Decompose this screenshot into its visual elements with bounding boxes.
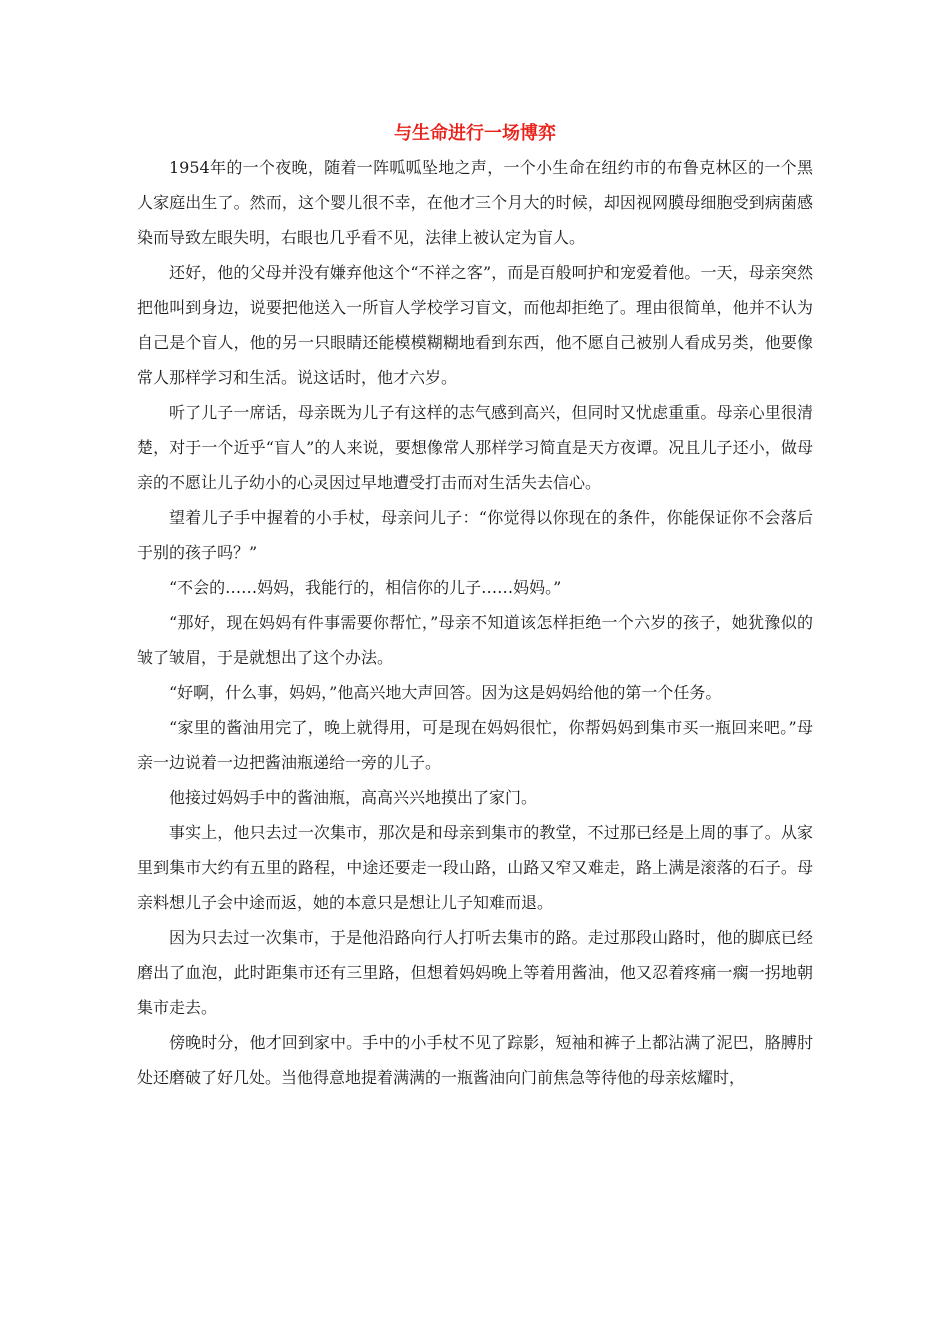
paragraph: 傍晚时分，他才回到家中。手中的小手杖不见了踪影，短袖和裤子上都沾满了泥巴，胳膊肘处还磨破了好几处。当他得意地提着满满的一瓶酱油向门前焦急等待他的母亲炫耀时， [137,1033,813,1087]
paragraph: 听了儿子一席话，母亲既为儿子有这样的志气感到高兴，但同时又忧虑重重。母亲心里很清楚，对于一个近乎“盲人”的人来说，要想像常人那样学习简直是天方夜谭。况且儿子还小，做母亲的不愿让儿子幼小的心灵因过早地遭受打击而对生活失去信心。 [137,403,813,492]
document-page [137,118,813,1095]
paragraph: 他接过妈妈手中的酱油瓶，高高兴兴地摸出了家门。 [169,788,538,807]
document-title: 与生命进行一场博弈 [394,123,556,144]
paragraph: 望着儿子手中握着的小手杖，母亲问儿子：“你觉得以你现在的条件，你能保证你不会落后于别的孩子吗？” [137,508,813,562]
paragraph: “不会的……妈妈，我能行的，相信你的儿子……妈妈。” [169,578,562,597]
paragraph: “那好，现在妈妈有件事需要你帮忙，”母亲不知道该怎样拒绝一个六岁的孩子，她犹豫似的皱了皱眉，于是就想出了这个办法。 [137,613,813,667]
paragraph: 1954年的一个夜晚，随着一阵呱呱坠地之声，一个小生命在纽约市的布鲁克林区的一个黑人家庭出生了。然而，这个婴儿很不幸，在他才三个月大的时候，却因视网膜母细胞受到病菌感染而导致左眼失明，右眼也几乎看不见，法律上被认定为盲人。 [137,158,813,247]
paragraph: “好啊，什么事，妈妈，”他高兴地大声回答。因为这是妈妈给他的第一个任务。 [169,683,722,702]
paragraph: 因为只去过一次集市，于是他沿路向行人打听去集市的路。走过那段山路时，他的脚底已经磨出了血泡，此时距集市还有三里路，但想着妈妈晚上等着用酱油，他又忍着疼痛一瘸一拐地朝集市走去。 [137,928,813,1017]
paragraph: 还好，他的父母并没有嫌弃他这个“不祥之客”，而是百般呵护和宠爱着他。一天，母亲突然把他叫到身边，说要把他送入一所盲人学校学习盲文，而他却拒绝了。理由很简单，他并不认为自己是个盲人，他的另一只眼睛还能模模糊糊地看到东西，他不愿自己被别人看成另类，他要像常人那样学习和生活。说这话时，他才六岁。 [137,263,813,387]
paragraph: “家里的酱油用完了，晚上就得用，可是现在妈妈很忙，你帮妈妈到集市买一瓶回来吧。”母亲一边说着一边把酱油瓶递给一旁的儿子。 [137,718,813,772]
paragraph: 事实上，他只去过一次集市，那次是和母亲到集市的教堂，不过那已经是上周的事了。从家里到集市大约有五里的路程，中途还要走一段山路，山路又窄又难走，路上满是滚落的石子。母亲料想儿子会中途而返，她的本意只是想让儿子知难而退。 [137,823,813,912]
